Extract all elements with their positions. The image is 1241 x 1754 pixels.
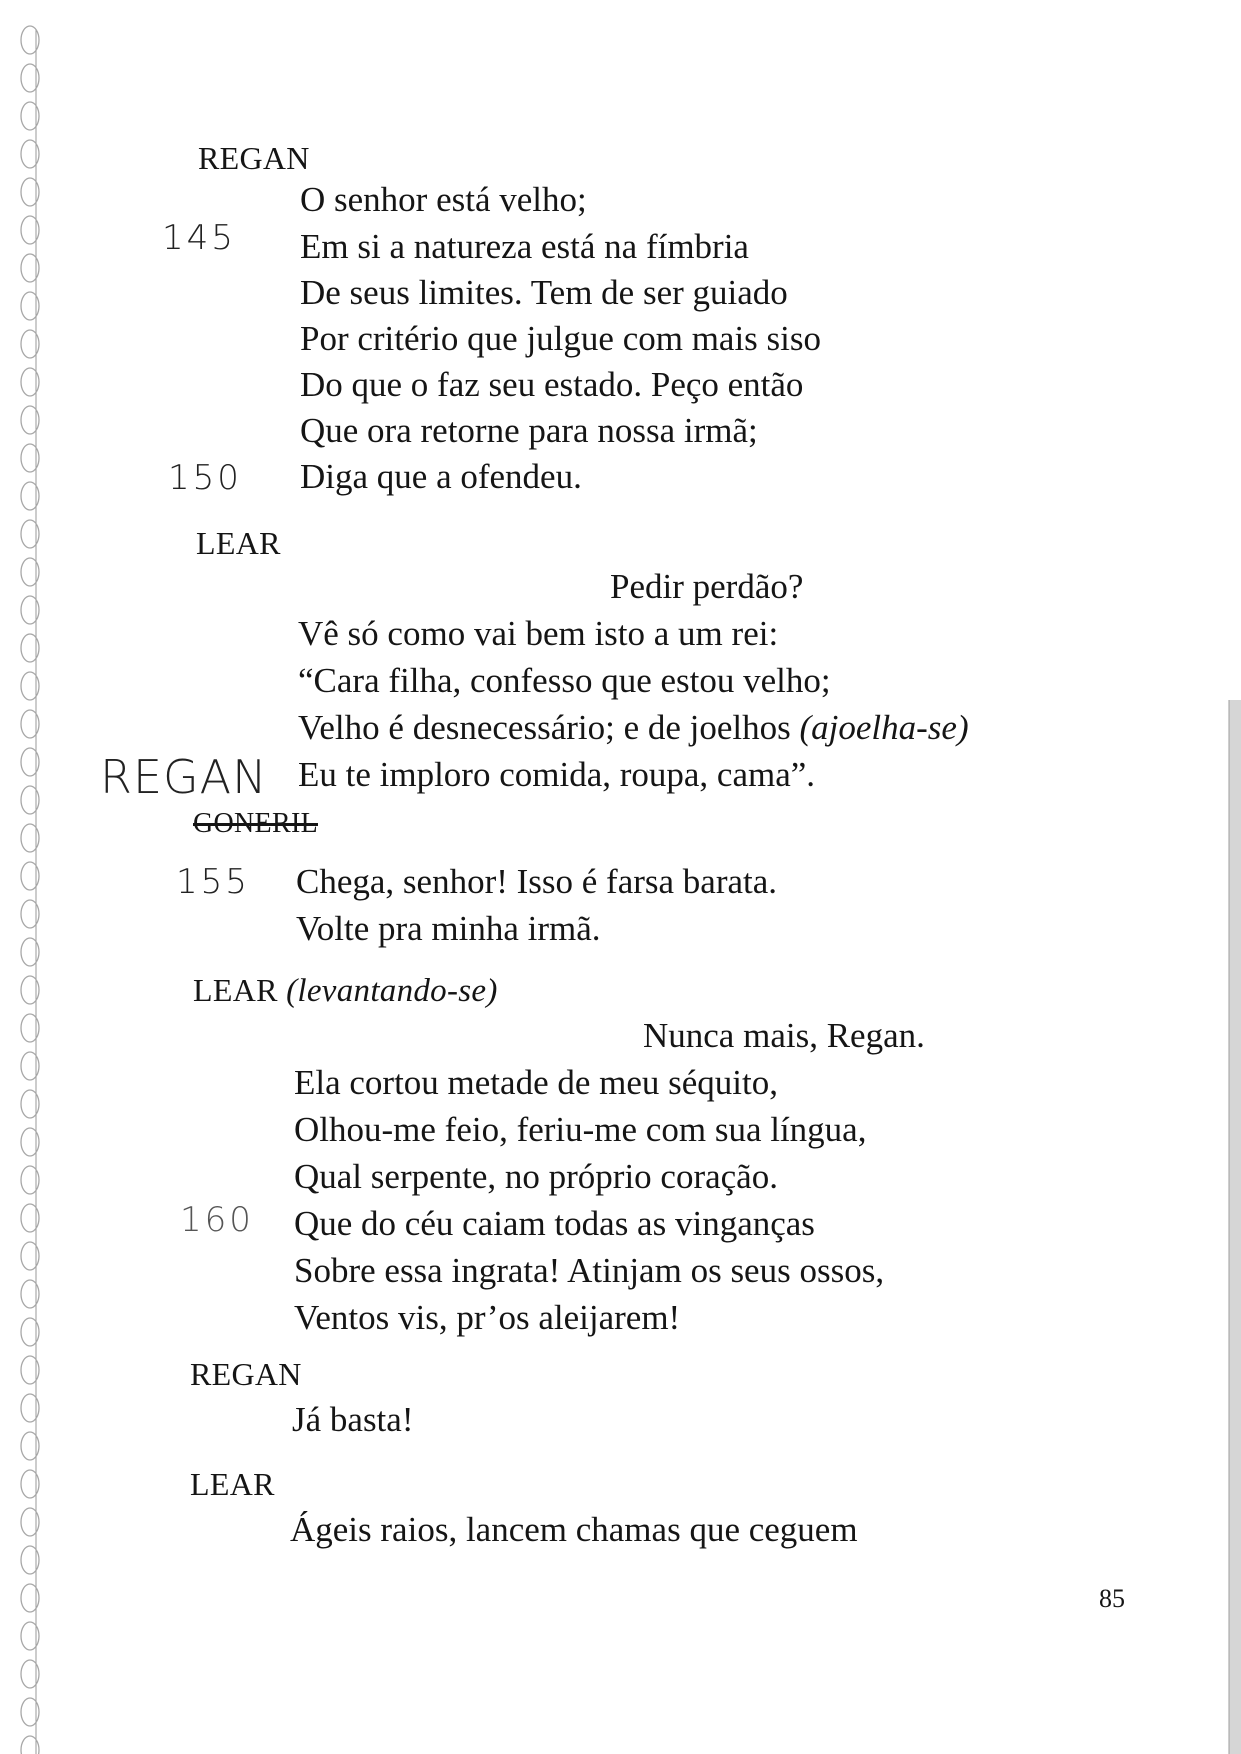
verse-line: O senhor está velho; [300,180,587,219]
handwritten-line-number-150: 150 [168,458,242,498]
verse-line: “Cara filha, confesso que estou velho; [298,661,831,700]
speaker-goneril-struck: GONERIL [193,808,318,839]
speaker-lear: LEAR [190,1466,275,1502]
verse-line: Em si a natureza está na fímbria [300,227,749,266]
verse-line: Olhou-me feio, feriu-me com sua língua, [294,1110,867,1149]
verse-line: Diga que a ofendeu. [300,457,582,496]
speaker-regan: REGAN [198,140,310,176]
speaker-lear: LEAR [196,525,281,561]
verse-line: Já basta! [292,1400,414,1439]
verse-line: Do que o faz seu estado. Peço então [300,365,804,404]
handwritten-speaker-correction: REGAN [100,750,268,804]
verse-line: De seus limites. Tem de ser guiado [300,273,788,312]
verse-line: Ela cortou metade de meu séquito, [294,1063,779,1102]
verse-text: Velho é desnecessário; e de joelhos [298,708,791,747]
verse-line: Por critério que julgue com mais siso [300,319,822,358]
verse-line: Sobre essa ingrata! Atinjam os seus ossos, [294,1251,885,1290]
verse-line: Nunca mais, Regan. [643,1016,925,1055]
verse-line: Chega, senhor! Isso é farsa barata. [296,862,778,901]
handwritten-line-number-155: 155 [176,862,250,902]
page-edge-shadow [1215,700,1241,1754]
handwritten-line-number-160: 160 [180,1200,254,1240]
verse-line: Volte pra minha irmã. [296,909,601,948]
handwritten-line-number-145: 145 [162,218,236,258]
verse-line: Que ora retorne para nossa irmã; [300,411,758,450]
verse-line: Eu te imploro comida, roupa, cama”. [298,755,816,794]
speaker-name: LEAR [193,972,278,1008]
verse-line: Que do céu caiam todas as vinganças [294,1204,815,1243]
speaker-regan: REGAN [190,1356,302,1392]
stage-direction: (ajoelha-se) [799,708,969,747]
speaker-lear [193,972,498,1010]
verse-line: Ventos vis, pr’os aleijarem! [294,1298,681,1337]
stage-direction: (levantando-se) [286,973,498,1009]
verse-line: Pedir perdão? [610,567,804,606]
page-number: 85 [1099,1584,1125,1613]
verse-line: Vê só como vai bem isto a um rei: [298,614,779,653]
verse-line: Ágeis raios, lancem chamas que ceguem [290,1510,858,1549]
verse-line [298,708,969,748]
spiral-binding [0,0,56,1754]
verse-line: Qual serpente, no próprio coração. [294,1157,778,1196]
